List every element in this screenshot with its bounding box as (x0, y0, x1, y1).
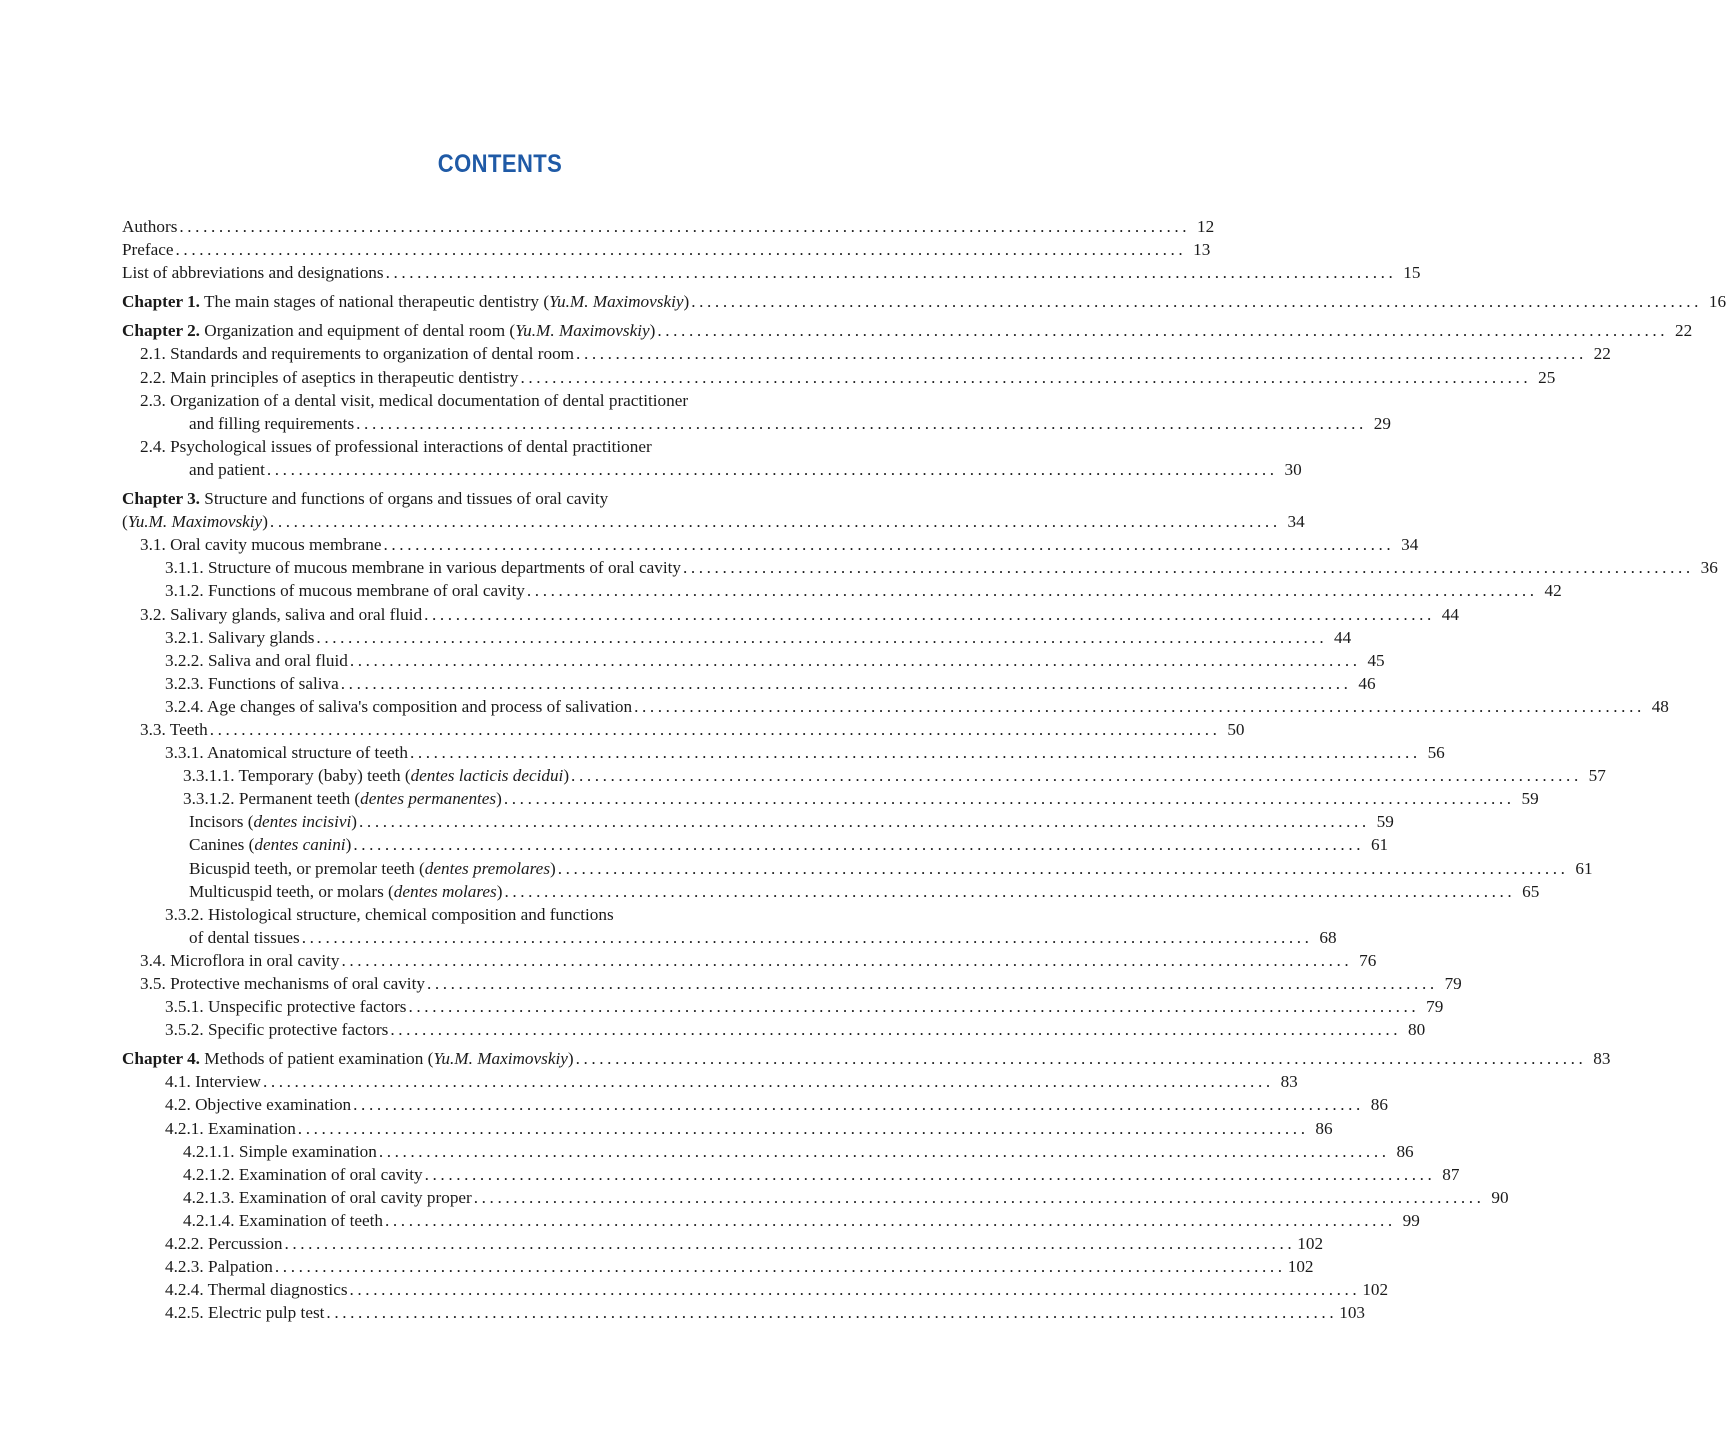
toc-entry[interactable] (122, 366, 1556, 389)
toc-entry[interactable] (122, 1232, 1324, 1255)
dot-leader: ................................................................................................................................ (682, 558, 1694, 578)
dot-leader: ................................................................................................................................ (297, 1118, 1309, 1138)
toc-entry[interactable] (122, 857, 1593, 880)
chapter-number: Chapter 2. (122, 321, 200, 341)
entry-title: Structure and functions of organs and tissues of oral cavity (199, 489, 609, 509)
dot-leader: ................................................................................................................................ (316, 627, 1328, 647)
entry-title: 4.1. Interview (165, 1072, 261, 1092)
entry-title: Multicuspid teeth, or molars ( (189, 881, 394, 901)
dot-leader: ................................................................................................................................ (426, 974, 1438, 993)
author-name: Yu.M. Maximovskiy (433, 1049, 568, 1069)
entry-title: 3.2.3. Functions of saliva (165, 673, 339, 693)
dot-leader: ................................................................................................................................ (378, 1141, 1390, 1161)
chapter-number: Chapter 1. (122, 292, 200, 312)
closing-paren: ) (567, 1049, 574, 1069)
dot-leader: ................................................................................................................................ (340, 673, 1352, 693)
toc-entry[interactable] (122, 764, 1606, 787)
toc-entry-label (165, 556, 681, 579)
page-title: CONTENTS (437, 150, 563, 178)
toc-entry[interactable] (122, 995, 1444, 1018)
page-number: 79 (1426, 997, 1444, 1017)
page-number: 59 (1376, 812, 1394, 832)
entry-title: 3.2.4. Age changes of saliva's composition and process of salivation (165, 696, 633, 716)
closing-paren: ) (496, 789, 502, 809)
page-number: 103 (1339, 1303, 1366, 1323)
toc-entry-label (122, 510, 268, 533)
dot-leader: ................................................................................................................................ (557, 858, 1569, 878)
closing-paren: ) (345, 835, 352, 855)
dot-leader: ................................................................................................................................ (390, 1020, 1402, 1040)
toc-entry[interactable] (122, 215, 1215, 238)
closing-paren: ) (351, 812, 358, 832)
closing-paren: ) (262, 512, 268, 532)
toc-entry-continued[interactable] (122, 412, 1391, 435)
toc-entry-label (122, 238, 174, 261)
toc-entry-label (189, 810, 357, 833)
page-number: 99 (1402, 1210, 1420, 1230)
entry-title: 4.2.5. Electric pulp test (165, 1303, 325, 1323)
page-number: 44 (1441, 604, 1459, 624)
toc-entry[interactable] (122, 672, 1376, 695)
toc-entry-label (165, 1255, 273, 1278)
toc-entry-label (189, 458, 265, 481)
toc-entry-continued[interactable] (122, 510, 1305, 533)
toc-entry[interactable] (122, 342, 1611, 365)
page-number: 65 (1522, 881, 1540, 901)
toc-entry-label (122, 215, 177, 238)
closing-paren: ) (683, 292, 690, 312)
closing-paren: ) (496, 881, 503, 901)
entry-title: 4.2.1.2. Examination of oral cavity (183, 1164, 423, 1184)
toc-entry[interactable] (122, 238, 1211, 261)
page-number: 68 (1319, 927, 1337, 947)
toc-entry-label (165, 672, 339, 695)
toc-entry[interactable] (122, 1186, 1509, 1209)
page-number: 12 (1197, 217, 1215, 236)
toc-entry[interactable] (122, 695, 1669, 718)
entry-title: 3.3. Teeth (140, 719, 208, 739)
toc-entry-label (140, 366, 519, 389)
entry-title: 4.2.3. Palpation (165, 1257, 273, 1277)
table-of-contents (122, 215, 1726, 1324)
toc-entry-label (165, 903, 614, 926)
page-number: 86 (1396, 1141, 1414, 1161)
entry-title: 4.2.1.4. Examination of teeth (183, 1210, 383, 1230)
toc-entry-label (183, 787, 502, 810)
page-number: 86 (1370, 1095, 1388, 1115)
page-number: 90 (1491, 1187, 1509, 1207)
author-name: Yu.M. Maximovskiy (127, 512, 263, 532)
toc-entry-label (183, 1186, 472, 1209)
page-number: 79 (1444, 974, 1462, 993)
toc-entry[interactable] (122, 1209, 1420, 1232)
dot-leader: ................................................................................................................................ (576, 344, 1587, 364)
dot-leader: ................................................................................................................................ (353, 1095, 1364, 1115)
page-number: 45 (1367, 650, 1385, 670)
entry-title: Incisors ( (189, 812, 254, 832)
toc-entry-label (165, 995, 407, 1018)
toc-entry[interactable] (122, 741, 1445, 764)
toc-entry[interactable] (122, 1278, 1389, 1301)
toc-entry-label (140, 435, 652, 458)
toc-entry[interactable] (122, 880, 1540, 903)
dot-leader: ................................................................................................................................ (473, 1187, 1485, 1207)
entry-title: List of abbreviations and designations (122, 263, 384, 283)
toc-entry-label (183, 764, 569, 787)
latin-term: dentes lacticis decidui (410, 766, 564, 786)
dot-leader: ................................................................................................................................ (691, 292, 1703, 312)
toc-entry[interactable] (122, 1255, 1314, 1278)
toc-entry-label (165, 626, 314, 649)
entry-title: Methods of patient examination ( (199, 1049, 434, 1069)
toc-entry-label (140, 718, 208, 741)
toc-entry[interactable] (122, 903, 855, 926)
dot-leader: ................................................................................................................................ (301, 927, 1313, 947)
dot-leader: ................................................................................................................................ (359, 812, 1370, 832)
toc-entry[interactable] (122, 649, 1385, 672)
dot-leader: ................................................................................................................................ (424, 1164, 1436, 1184)
entry-title: 3.5.2. Specific protective factors (165, 1020, 389, 1040)
toc-entry-label (189, 880, 502, 903)
dot-leader: ................................................................................................................................ (349, 1280, 1361, 1300)
closing-paren: ) (563, 766, 570, 786)
toc-entry[interactable] (122, 1070, 1298, 1093)
toc-chapter-entry[interactable] (122, 487, 855, 510)
dot-leader: ................................................................................................................................ (262, 1072, 1274, 1092)
dot-leader: ................................................................................................................................ (657, 321, 1669, 341)
toc-entry-label (165, 695, 632, 718)
page-number: 56 (1427, 743, 1445, 763)
page-number: 83 (1280, 1072, 1298, 1092)
toc-entry[interactable] (122, 261, 1421, 284)
entry-title: 4.2.2. Percussion (165, 1234, 283, 1254)
dot-leader: ................................................................................................................................ (526, 581, 1538, 601)
page-number: 22 (1674, 321, 1693, 341)
toc-entry-label (122, 290, 689, 313)
entry-title: 3.3.1.2. Permanent teeth ( (183, 789, 361, 809)
entry-title: 3.4. Microflora in oral cavity (140, 950, 340, 970)
page-number: 36 (1700, 558, 1718, 578)
dot-leader: ................................................................................................................................ (266, 459, 1278, 479)
entry-title: Preface (122, 240, 174, 260)
dot-leader: ................................................................................................................................ (385, 263, 1397, 283)
dot-leader: ................................................................................................................................ (179, 217, 1191, 236)
entry-title: 3.1.2. Functions of mucous membrane of oral cavity (165, 581, 525, 601)
dot-leader: ................................................................................................................................ (385, 1210, 1396, 1230)
toc-entry-label (165, 1018, 388, 1041)
toc-entry-label (183, 1140, 377, 1163)
toc-entry[interactable] (122, 579, 1562, 602)
toc-entry-continued[interactable] (122, 926, 1337, 949)
entry-title: The main stages of national therapeutic dentistry ( (199, 292, 550, 312)
toc-entry-label (183, 1163, 423, 1186)
toc-entry[interactable] (122, 533, 1419, 556)
entry-title: 4.2.1. Examination (165, 1118, 296, 1138)
dot-leader: ................................................................................................................................ (634, 696, 1645, 716)
page-number: 13 (1193, 240, 1211, 260)
toc-entry-label (189, 857, 556, 880)
toc-entry[interactable] (122, 626, 1352, 649)
entry-title: 4.2.1.3. Examination of oral cavity proper (183, 1187, 472, 1207)
toc-chapter-entry[interactable] (122, 1047, 1611, 1070)
toc-entry[interactable] (122, 603, 1459, 626)
toc-chapter-entry[interactable] (122, 319, 1693, 342)
toc-entry[interactable] (122, 972, 1462, 995)
toc-entry[interactable] (122, 1117, 1333, 1140)
page-number: 15 (1403, 263, 1421, 283)
page-number: 16 (1708, 292, 1726, 312)
toc-entry[interactable] (122, 833, 1389, 856)
toc-entry-label (140, 342, 574, 365)
toc-entry[interactable] (122, 810, 1394, 833)
dot-leader: ................................................................................................................................ (520, 367, 1532, 387)
toc-entry-label (140, 603, 422, 626)
toc-entry-label (165, 1093, 351, 1116)
page-number: 102 (1287, 1257, 1314, 1277)
entry-title: Organization and equipment of dental room ( (199, 321, 516, 341)
dot-leader: ................................................................................................................................ (356, 413, 1367, 433)
toc-entry[interactable] (122, 435, 855, 458)
dot-leader: ................................................................................................................................ (341, 950, 1353, 970)
toc-entry-label (189, 926, 300, 949)
dot-leader: ................................................................................................................................ (349, 650, 1361, 670)
page-number: 34 (1401, 535, 1419, 555)
toc-entry[interactable] (122, 1093, 1388, 1116)
dot-leader: ................................................................................................................................ (383, 535, 1395, 555)
toc-entry-label (122, 1047, 574, 1070)
toc-entry-label (183, 1209, 383, 1232)
dot-leader: ................................................................................................................................ (575, 1049, 1587, 1069)
toc-entry-label (189, 412, 354, 435)
toc-entry[interactable] (122, 1018, 1426, 1041)
toc-entry-label (140, 389, 688, 412)
page-number: 22 (1593, 344, 1611, 364)
dot-leader: ................................................................................................................................ (274, 1257, 1286, 1277)
page-number: 76 (1359, 950, 1377, 970)
entry-title: Bicuspid teeth, or premolar teeth ( (189, 858, 425, 878)
dot-leader: ................................................................................................................................ (353, 835, 1365, 855)
toc-entry-label (122, 261, 384, 284)
toc-entry-label (140, 949, 340, 972)
author-name: Yu.M. Maximovskiy (515, 321, 650, 341)
toc-entry[interactable] (122, 389, 855, 412)
toc-entry-label (165, 741, 408, 764)
latin-term: dentes incisivi (253, 812, 352, 832)
dot-leader: ................................................................................................................................ (424, 604, 1435, 624)
page-number: 83 (1593, 1049, 1611, 1069)
toc-entry-label (189, 833, 351, 856)
dot-leader: ................................................................................................................................ (209, 719, 1221, 739)
toc-entry-label (140, 533, 382, 556)
toc-entry-label (165, 649, 348, 672)
entry-title: Authors (122, 217, 178, 236)
page-number: 86 (1315, 1118, 1333, 1138)
entry-title: 3.2. Salivary glands, saliva and oral fluid (140, 604, 423, 624)
page-number: 42 (1544, 581, 1562, 601)
entry-title: 3.5.1. Unspecific protective factors (165, 997, 407, 1017)
entry-title: 3.2.1. Salivary glands (165, 627, 315, 647)
toc-entry-label (140, 972, 425, 995)
dot-leader: ................................................................................................................................ (503, 789, 1515, 809)
chapter-number: Chapter 4. (122, 1049, 200, 1069)
latin-term: dentes canini (254, 835, 346, 855)
toc-entry[interactable] (122, 718, 1245, 741)
closing-paren: ) (649, 321, 656, 341)
page-number: 87 (1442, 1164, 1460, 1184)
toc-entry-label (165, 1070, 261, 1093)
toc-entry[interactable] (122, 1140, 1414, 1163)
dot-leader: ................................................................................................................................ (284, 1234, 1296, 1254)
toc-entry[interactable] (122, 1163, 1460, 1186)
toc-entry-label (122, 487, 608, 510)
toc-entry-label (122, 319, 655, 342)
page-number: 46 (1358, 673, 1376, 693)
page-number: 29 (1373, 413, 1391, 433)
page-number: 61 (1575, 858, 1593, 878)
toc-entry[interactable] (122, 949, 1377, 972)
closing-paren: ) (550, 858, 556, 878)
toc-entry-label (165, 1232, 282, 1255)
entry-title: 2.1. Standards and requirements to organization of dental room (140, 344, 575, 364)
entry-title: 3.1.1. Structure of mucous membrane in various departments of oral cavity (165, 558, 681, 578)
entry-title: and patient (189, 459, 265, 479)
entry-title: Canines ( (189, 835, 255, 855)
entry-title: 2.2. Main principles of aseptics in therapeutic dentistry (140, 367, 519, 387)
latin-term: dentes molares (393, 881, 497, 901)
page-number: 34 (1287, 512, 1305, 532)
dot-leader: ................................................................................................................................ (269, 512, 1281, 532)
latin-term: dentes permanentes (360, 789, 497, 809)
dot-leader: ................................................................................................................................ (326, 1303, 1338, 1323)
toc-entry[interactable] (122, 1301, 1366, 1324)
entry-title: 4.2.4. Thermal diagnostics (165, 1280, 348, 1300)
page-number: 25 (1538, 367, 1556, 387)
toc-entry-label (165, 579, 525, 602)
page-number: 59 (1521, 789, 1539, 809)
toc-entry-label (165, 1301, 324, 1324)
dot-leader: ................................................................................................................................ (175, 240, 1187, 260)
page-number: 44 (1334, 627, 1352, 647)
dot-leader: ................................................................................................................................ (408, 997, 1420, 1017)
entry-title: 3.1. Oral cavity mucous membrane (140, 535, 382, 555)
entry-title: 3.3.2. Histological structure, chemical composition and functions (165, 904, 614, 924)
entry-title: 3.3.1. Anatomical structure of teeth (165, 743, 408, 763)
page-number: 57 (1588, 766, 1606, 786)
page-number: 102 (1297, 1234, 1324, 1254)
page-number: 80 (1407, 1020, 1426, 1040)
toc-entry[interactable] (122, 556, 1718, 579)
toc-entry[interactable] (122, 787, 1539, 810)
dot-leader: ................................................................................................................................ (504, 881, 1516, 901)
chapter-number: Chapter 3. (122, 489, 200, 509)
page-number: 102 (1362, 1280, 1389, 1300)
entry-title: 4.2.1.1. Simple examination (183, 1141, 377, 1161)
toc-entry-continued[interactable] (122, 458, 1302, 481)
dot-leader: ................................................................................................................................ (571, 766, 1582, 786)
author-name: Yu.M. Maximovskiy (549, 292, 684, 312)
toc-entry-label (165, 1117, 296, 1140)
latin-term: dentes premolares (424, 858, 551, 878)
entry-title: of dental tissues (189, 927, 300, 947)
entry-title: 3.3.1.1. Temporary (baby) teeth ( (183, 766, 411, 786)
entry-title: 3.2.2. Saliva and oral fluid (165, 650, 348, 670)
page-number: 30 (1284, 459, 1302, 479)
entry-title: 2.4. Psychological issues of professional interactions of dental practitioner (140, 436, 652, 456)
entry-title: and filling requirements (189, 413, 355, 433)
entry-title: 2.3. Organization of a dental visit, medical documentation of dental practitioner (140, 390, 689, 410)
page-number: 48 (1651, 696, 1669, 716)
entry-title: ( (122, 512, 128, 532)
dot-leader: ................................................................................................................................ (409, 743, 1421, 763)
entry-title: 3.5. Protective mechanisms of oral cavity (140, 974, 425, 993)
toc-entry-label (165, 1278, 348, 1301)
toc-chapter-entry[interactable] (122, 290, 1726, 313)
page-number: 50 (1227, 719, 1245, 739)
entry-title: 4.2. Objective examination (165, 1095, 352, 1115)
page-number: 61 (1370, 835, 1389, 855)
